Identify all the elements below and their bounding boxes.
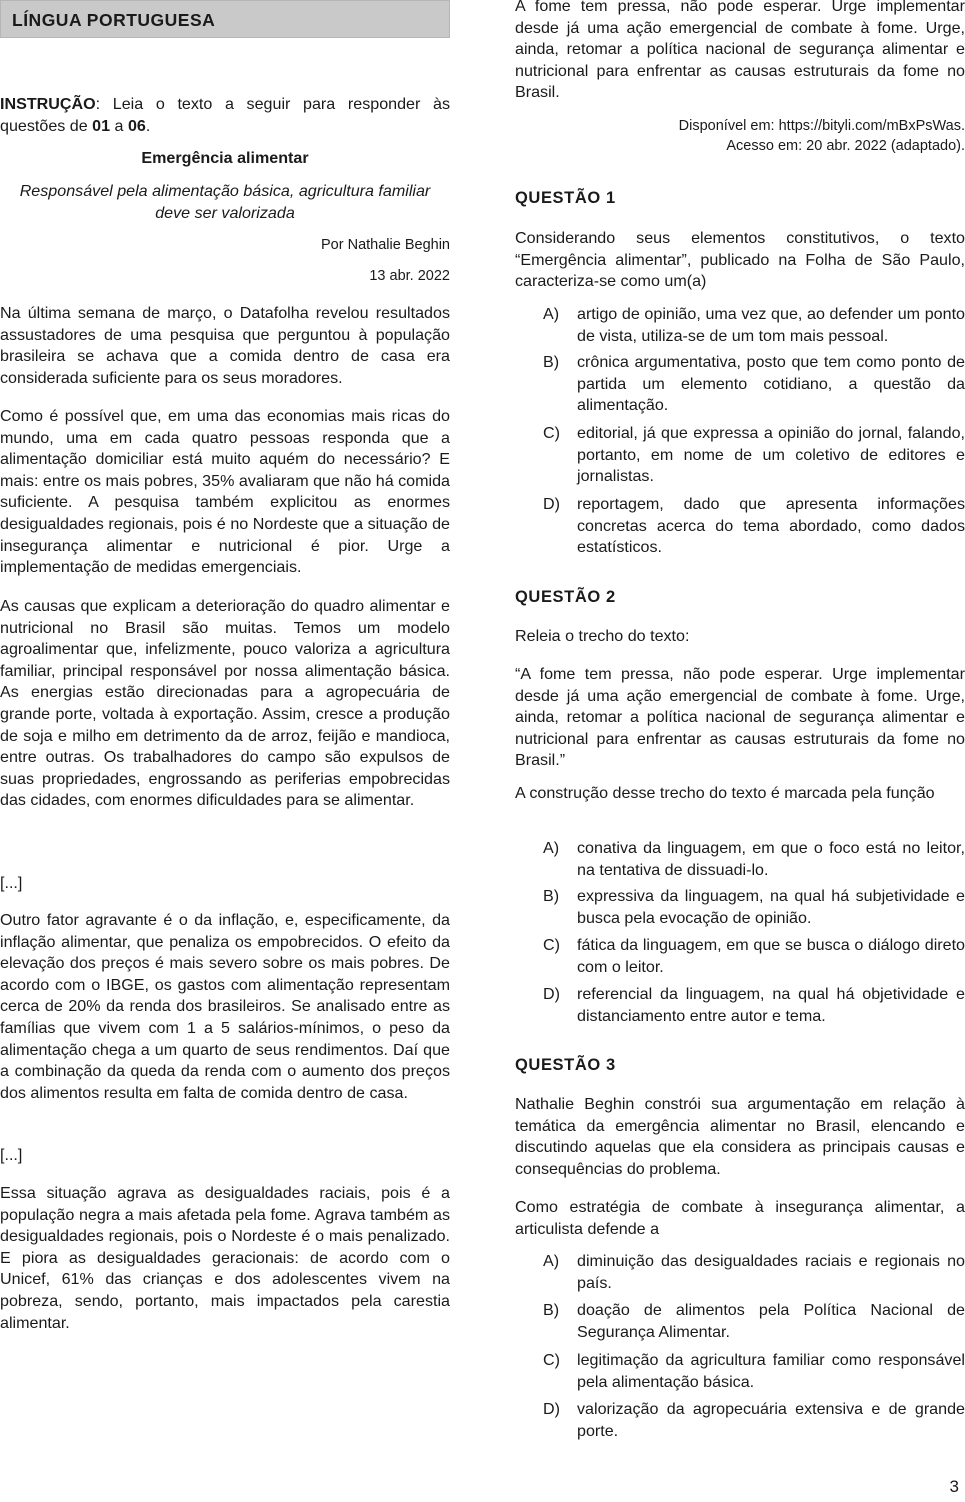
option-letter: B) <box>543 887 560 905</box>
question-stem: A construção desse trecho do texto é marcada pela função <box>515 784 935 802</box>
option-letter: C) <box>543 424 560 442</box>
article-ellipsis: [...] <box>0 1146 23 1164</box>
question-quote: “A fome tem pressa, não pode esperar. Urge implementar desde já uma ação emergencial de combate à fome. Urge, ainda, retomar a política nacional de segurança alimentar e nutricional para enfrentar as causas estruturais da fome no Brasil.” <box>515 665 965 770</box>
option-text: valorização da agropecuária extensiva e de grande porte. <box>577 1400 965 1440</box>
option-letter: C) <box>543 936 560 954</box>
question-option <box>515 494 965 559</box>
question-option <box>515 1399 965 1442</box>
article-title: Emergência alimentar <box>141 149 309 167</box>
question-stem: Como estratégia de combate à insegurança alimentar, a articulista defende a <box>515 1198 965 1238</box>
article-paragraph: Outro fator agravante é o da inflação, e, especificamente, da inflação alimentar, que penaliza os empobrecidos. O efeito da elevação dos preços é mais severo sobre os mais pobres. De acordo com o IBGE, os gastos com alimentação representam cerca de 20% da renda dos brasileiros. Se analisado entre as famílias que vivem com 1 a 5 salários-mínimos, o peso da alimentação chega a um quarto de seus rendimentos. Daí que a combinação da queda da renda com o aumento dos preços dos alimentos resulta em falta de comida dentro de casa. <box>0 911 450 1102</box>
option-text: editorial, já que expressa a opinião do jornal, falando, portanto, em nome de um coletivo de editores e jornalistas. <box>577 424 965 486</box>
question-option <box>515 984 965 1027</box>
question-option <box>515 935 965 978</box>
instruction-from: 01 <box>92 116 111 135</box>
question-option <box>515 423 965 488</box>
article-date: 13 abr. 2022 <box>369 268 450 284</box>
source-access: Acesso em: 20 abr. 2022 (adaptado). <box>726 138 965 154</box>
option-letter: D) <box>543 985 560 1003</box>
article-subtitle: Responsável pela alimentação básica, agricultura familiar deve ser valorizada <box>19 182 431 222</box>
option-text: conativa da linguagem, em que o foco está no leitor, na tentativa de dissuadi-lo. <box>577 839 965 879</box>
option-letter: D) <box>543 495 560 513</box>
question-option <box>515 886 965 929</box>
instruction-to: 06 <box>127 116 146 135</box>
article-closing: A fome tem pressa, não pode esperar. Urge implementar desde já uma ação emergencial de combate à fome. Urge, ainda, retomar a política nacional de segurança alimentar e nutricional para enfrentar as causas estruturais da fome no Brasil. <box>515 0 965 102</box>
article-author: Por Nathalie Beghin <box>321 237 450 253</box>
option-letter: A) <box>543 839 560 857</box>
question-option <box>515 1350 965 1393</box>
option-text: referencial da linguagem, na qual há objetividade e distanciamento entre autor e tema. <box>577 985 965 1025</box>
option-text: fática da linguagem, em que se busca o diálogo direto com o leitor. <box>577 936 965 976</box>
option-text: reportagem, dado que apresenta informações concretas acerca do tema abordado, como dados estatísticos. <box>577 495 965 557</box>
article-paragraph: Essa situação agrava as desigualdades raciais, pois é a população negra a mais afetada pela fome. Agrava também as desigualdades regionais, pois o Nordeste é o mais penalizado. E piora as desigualdades geracionais: de acordo com o Unicef, 61% das crianças e dos adolescentes vivem na pobreza, sendo, portanto, mais impactados pela carestia alimentar. <box>0 1184 450 1332</box>
option-letter: B) <box>543 1301 560 1319</box>
section-header <box>0 0 450 38</box>
instruction-text: : Leia o texto a seguir para responder às questões de <box>0 95 450 135</box>
instruction-text: a <box>110 116 128 135</box>
question-stem: Considerando seus elementos constitutivos, o texto “Emergência alimentar”, publicado na Folha de São Paulo, caracteriza-se como um(a) <box>515 229 965 291</box>
option-letter: A) <box>543 305 560 323</box>
question-option <box>515 1300 965 1343</box>
question-option <box>515 352 965 417</box>
option-letter: B) <box>543 353 560 371</box>
instruction <box>0 94 450 137</box>
question-title: QUESTÃO 1 <box>515 189 616 207</box>
article-paragraph: As causas que explicam a deterioração do quadro alimentar e nutricional no Brasil são muitas. Temos um modelo agroalimentar que, infelizmente, pouco valoriza a agricultura familiar, principal responsável por nossa alimentação básica. As energias estão direcionadas para a agropecuária de grande porte, voltada à exportação. Assim, cresce a produção de soja e milho em detrimento da de arroz, feijão e mandioca, entre outras. Os trabalhadores do campo são expulsos de suas propriedades, engrossando as periferias empobrecidas das cidades, com enormes dificuldades para se alimentar. <box>0 597 450 810</box>
question-intro: Nathalie Beghin constrói sua argumentação em relação à temática da emergência alimentar no Brasil, elencando e discutindo aquelas que ela considera as principais causas e consequências do problema. <box>515 1095 965 1178</box>
article-paragraph: Como é possível que, em uma das economias mais ricas do mundo, uma em cada quatro pessoas responda que a alimentação domiciliar está muito aquém do necessário? E mais: entre os mais pobres, 35% avaliaram que não há comida suficiente. A pesquisa também explicitou as enormes desigualdades regionais, pois é no Nordeste que a situação de insegurança alimentar e nutricional é pior. Urge a implementação de medidas emergenciais. <box>0 407 450 577</box>
question-title: QUESTÃO 2 <box>515 588 616 606</box>
option-letter: A) <box>543 1252 560 1270</box>
source-link: Disponível em: https://bityli.com/mBxPsWas. <box>678 118 965 134</box>
question-option <box>515 838 965 881</box>
option-text: diminuição das desigualdades raciais e regionais no país. <box>577 1252 965 1292</box>
instruction-label: INSTRUÇÃO <box>0 95 96 113</box>
question-title: QUESTÃO 3 <box>515 1056 616 1074</box>
article-paragraph: Na última semana de março, o Datafolha revelou resultados assustadores de uma pesquisa que perguntou à população brasileira se achava que a comida dentro de casa era considerada suficiente para os seus moradores. <box>0 304 450 387</box>
question-option <box>515 1251 965 1294</box>
question-intro: Releia o trecho do texto: <box>515 627 690 645</box>
option-text: legitimação da agricultura familiar como responsável pela alimentação básica. <box>577 1351 965 1391</box>
section-title: LÍNGUA PORTUGUESA <box>12 10 216 30</box>
question-option <box>515 304 965 347</box>
option-letter: D) <box>543 1400 560 1418</box>
option-letter: C) <box>543 1351 560 1369</box>
option-text: doação de alimentos pela Política Nacional de Segurança Alimentar. <box>577 1301 965 1341</box>
option-text: crônica argumentativa, posto que tem como ponto de partida um elemento cotidiano, a questão da alimentação. <box>577 353 965 415</box>
option-text: artigo de opinião, uma vez que, ao defender um ponto de vista, utiliza-se de um tom mais pessoal. <box>577 305 965 345</box>
option-text: expressiva da linguagem, na qual há subjetividade e busca pela evocação de opinião. <box>577 887 965 927</box>
page-number: 3 <box>949 1477 959 1496</box>
article-ellipsis: [...] <box>0 874 23 892</box>
instruction-text: . <box>145 116 151 135</box>
